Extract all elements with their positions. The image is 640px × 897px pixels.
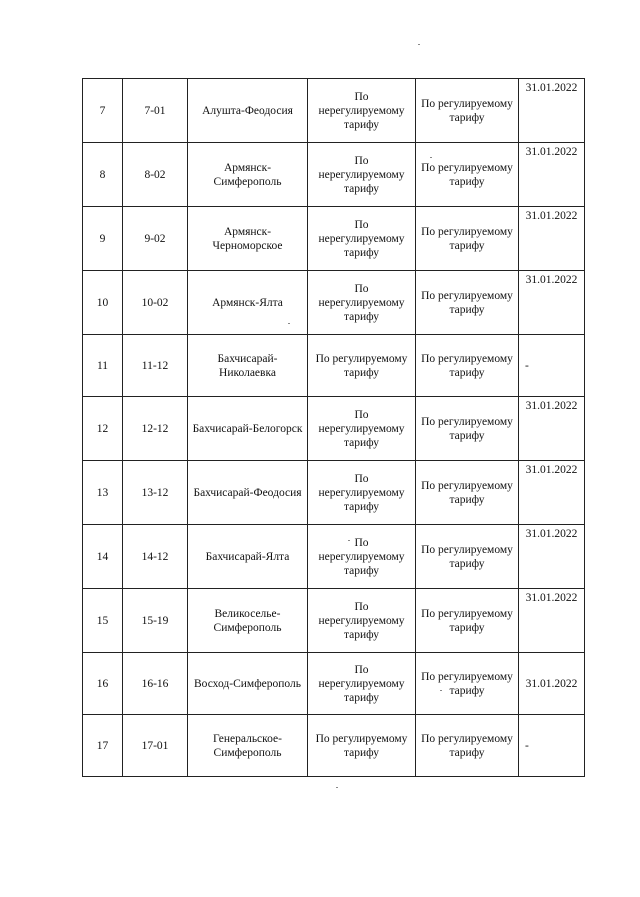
table-row	[83, 461, 585, 525]
route-name-cell: Великоселье-Симферополь	[188, 589, 308, 653]
tariff-new-cell: По регулируемому тарифу	[416, 143, 519, 207]
tariff-new-cell: По регулируемому тарифу	[416, 335, 519, 397]
row-number-cell: 10	[83, 271, 123, 335]
row-number-cell: 8	[83, 143, 123, 207]
tariff-current-cell: По нерегулируемому тарифу	[308, 143, 416, 207]
table-row	[83, 335, 585, 397]
route-code-cell: 8-02	[123, 143, 188, 207]
table-row	[83, 79, 585, 143]
date-cell: 31.01.2022	[519, 207, 585, 271]
tariff-current-cell: По регулируемому тарифу	[308, 715, 416, 777]
tariff-current-cell: По нерегулируемому тарифу	[308, 589, 416, 653]
row-number-cell: 15	[83, 589, 123, 653]
row-number-cell: 14	[83, 525, 123, 589]
tariff-current-cell: По нерегулируемому тарифу	[308, 207, 416, 271]
scan-speck	[418, 44, 420, 45]
route-name-cell: Генеральское-Симферополь	[188, 715, 308, 777]
route-name-cell: Бахчисарай-Феодосия	[188, 461, 308, 525]
tariff-new-cell: По регулируемому тарифу	[416, 525, 519, 589]
tariff-new-cell: По регулируемому тарифу	[416, 207, 519, 271]
date-cell: 31.01.2022	[519, 525, 585, 589]
table-row	[83, 207, 585, 271]
tariff-new-cell: По регулируемому тарифу	[416, 715, 519, 777]
routes-table	[82, 78, 585, 777]
route-code-cell: 12-12	[123, 397, 188, 461]
routes-table-body	[83, 79, 585, 777]
date-cell: 31.01.2022	[519, 653, 585, 715]
row-number-cell: 9	[83, 207, 123, 271]
tariff-current-cell: По нерегулируемому тарифу	[308, 525, 416, 589]
route-name-cell: Бахчисарай-Николаевка	[188, 335, 308, 397]
route-name-cell: Бахчисарай-Ялта	[188, 525, 308, 589]
tariff-new-cell: По регулируемому тарифу	[416, 271, 519, 335]
date-cell: 31.01.2022	[519, 397, 585, 461]
row-number-cell: 13	[83, 461, 123, 525]
tariff-new-cell: По регулируемому тарифу	[416, 461, 519, 525]
tariff-current-cell: По нерегулируемому тарифу	[308, 271, 416, 335]
tariff-new-cell: По регулируемому тарифу	[416, 653, 519, 715]
row-number-cell: 7	[83, 79, 123, 143]
tariff-current-cell: По нерегулируемому тарифу	[308, 653, 416, 715]
row-number-cell: 16	[83, 653, 123, 715]
route-code-cell: 13-12	[123, 461, 188, 525]
tariff-new-cell: По регулируемому тарифу	[416, 397, 519, 461]
route-name-cell: Алушта-Феодосия	[188, 79, 308, 143]
table-row	[83, 397, 585, 461]
scan-speck	[336, 787, 338, 788]
date-cell: -	[519, 335, 585, 397]
date-cell: 31.01.2022	[519, 461, 585, 525]
row-number-cell: 17	[83, 715, 123, 777]
route-code-cell: 14-12	[123, 525, 188, 589]
date-cell: -	[519, 715, 585, 777]
tariff-current-cell: По нерегулируемому тарифу	[308, 397, 416, 461]
table-row	[83, 143, 585, 207]
tariff-new-cell: По регулируемому тарифу	[416, 79, 519, 143]
route-code-cell: 10-02	[123, 271, 188, 335]
date-cell: 31.01.2022	[519, 271, 585, 335]
row-number-cell: 11	[83, 335, 123, 397]
route-name-cell: Бахчисарай-Белогорск	[188, 397, 308, 461]
tariff-current-cell: По регулируемому тарифу	[308, 335, 416, 397]
route-code-cell: 16-16	[123, 653, 188, 715]
route-name-cell: Армянск-Симферополь	[188, 143, 308, 207]
date-cell: 31.01.2022	[519, 79, 585, 143]
table-row	[83, 715, 585, 777]
date-cell: 31.01.2022	[519, 143, 585, 207]
tariff-current-cell: По нерегулируемому тарифу	[308, 461, 416, 525]
table-row	[83, 525, 585, 589]
route-code-cell: 7-01	[123, 79, 188, 143]
route-name-cell: Армянск-Ялта	[188, 271, 308, 335]
route-name-cell: Восход-Симферополь	[188, 653, 308, 715]
table-row	[83, 653, 585, 715]
row-number-cell: 12	[83, 397, 123, 461]
route-code-cell: 11-12	[123, 335, 188, 397]
table-row	[83, 589, 585, 653]
table-row	[83, 271, 585, 335]
route-name-cell: Армянск-Черноморское	[188, 207, 308, 271]
route-code-cell: 9-02	[123, 207, 188, 271]
route-code-cell: 15-19	[123, 589, 188, 653]
tariff-current-cell: По нерегулируемому тарифу	[308, 79, 416, 143]
route-code-cell: 17-01	[123, 715, 188, 777]
tariff-new-cell: По регулируемому тарифу	[416, 589, 519, 653]
date-cell: 31.01.2022	[519, 589, 585, 653]
